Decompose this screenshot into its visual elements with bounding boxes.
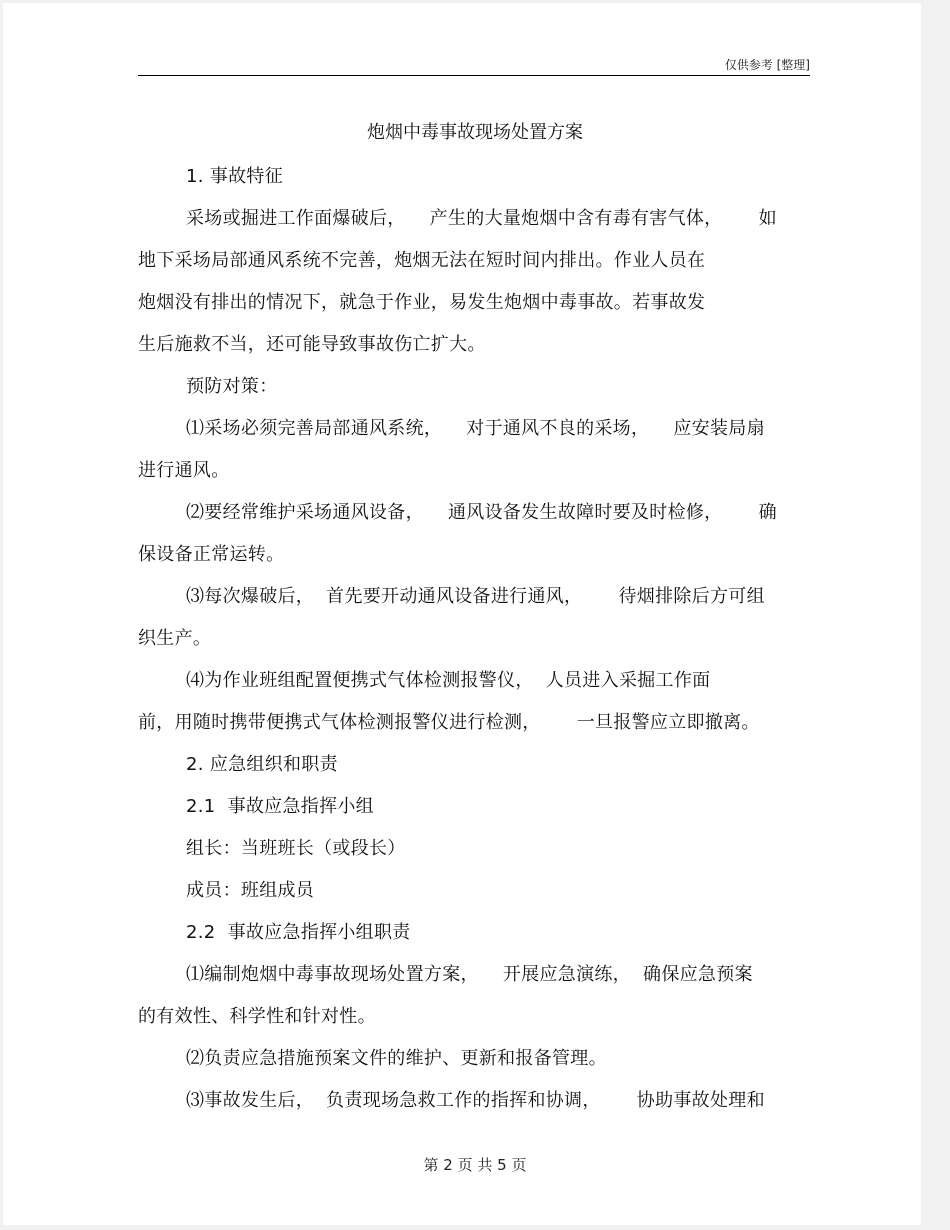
header-divider <box>138 75 810 76</box>
paragraph-line: 炮烟没有排出的情况下，就急于作业，易发生炮烟中毒事故。若事故发 <box>138 292 706 313</box>
paragraph-line: 织生产。 <box>138 628 212 649</box>
page-number-footer: 第 2 页 共 5 页 <box>423 1156 527 1174</box>
paragraph-line: ⑷为作业班组配置便携式气体检测报警仪， 人员进入采掘工作面 <box>186 670 711 691</box>
paragraph-line: 生后施救不当，还可能导致事故伤亡扩大。 <box>138 334 486 355</box>
paragraph-line: 组长：当班班长（或段长） <box>186 838 406 859</box>
paragraph-line: ⑶事故发生后， 负责现场急救工作的指挥和协调， 协助事故处理和 <box>186 1090 765 1111</box>
section-heading: 1. 事故特征 <box>186 166 283 187</box>
paragraph-line: 的有效性、科学性和针对性。 <box>138 1006 376 1027</box>
paragraph-line: ⑴采场必须完善局部通风系统， 对于通风不良的采场， 应安装局扇 <box>186 418 765 439</box>
paragraph-line: 预防对策： <box>186 376 278 397</box>
paragraph-line: ⑵负责应急措施预案文件的维护、更新和报备管理。 <box>186 1048 607 1069</box>
paragraph-line: 进行通风。 <box>138 460 230 481</box>
paragraph-line: ⑵要经常维护采场通风设备， 通风设备发生故障时要及时检修， 确 <box>186 502 777 523</box>
document-title: 炮烟中毒事故现场处置方案 <box>367 122 583 143</box>
paragraph-line: 采场或掘进工作面爆破后， 产生的大量炮烟中含有毒有害气体， 如 <box>186 208 777 229</box>
paragraph-line: ⑶每次爆破后， 首先要开动通风设备进行通风， 待烟排除后方可组 <box>186 586 765 607</box>
subsection-heading: 2.1 事故应急指挥小组 <box>186 796 374 817</box>
paragraph-line: 地下采场局部通风系统不完善，炮烟无法在短时间内排出。作业人员在 <box>138 250 706 271</box>
paragraph-line: 成员：班组成员 <box>186 880 315 901</box>
paragraph-line: 保设备正常运转。 <box>138 544 285 565</box>
section-heading: 2. 应急组织和职责 <box>186 754 338 775</box>
paragraph-line: ⑴编制炮烟中毒事故现场处置方案， 开展应急演练， 确保应急预案 <box>186 964 753 985</box>
document-body <box>138 156 813 1122</box>
header-note: 仅供参考 [整理] <box>724 58 810 72</box>
subsection-heading: 2.2 事故应急指挥小组职责 <box>186 922 411 943</box>
paragraph-line: 前，用随时携带便携式气体检测报警仪进行检测， 一旦报警应立即撤离。 <box>138 712 760 733</box>
